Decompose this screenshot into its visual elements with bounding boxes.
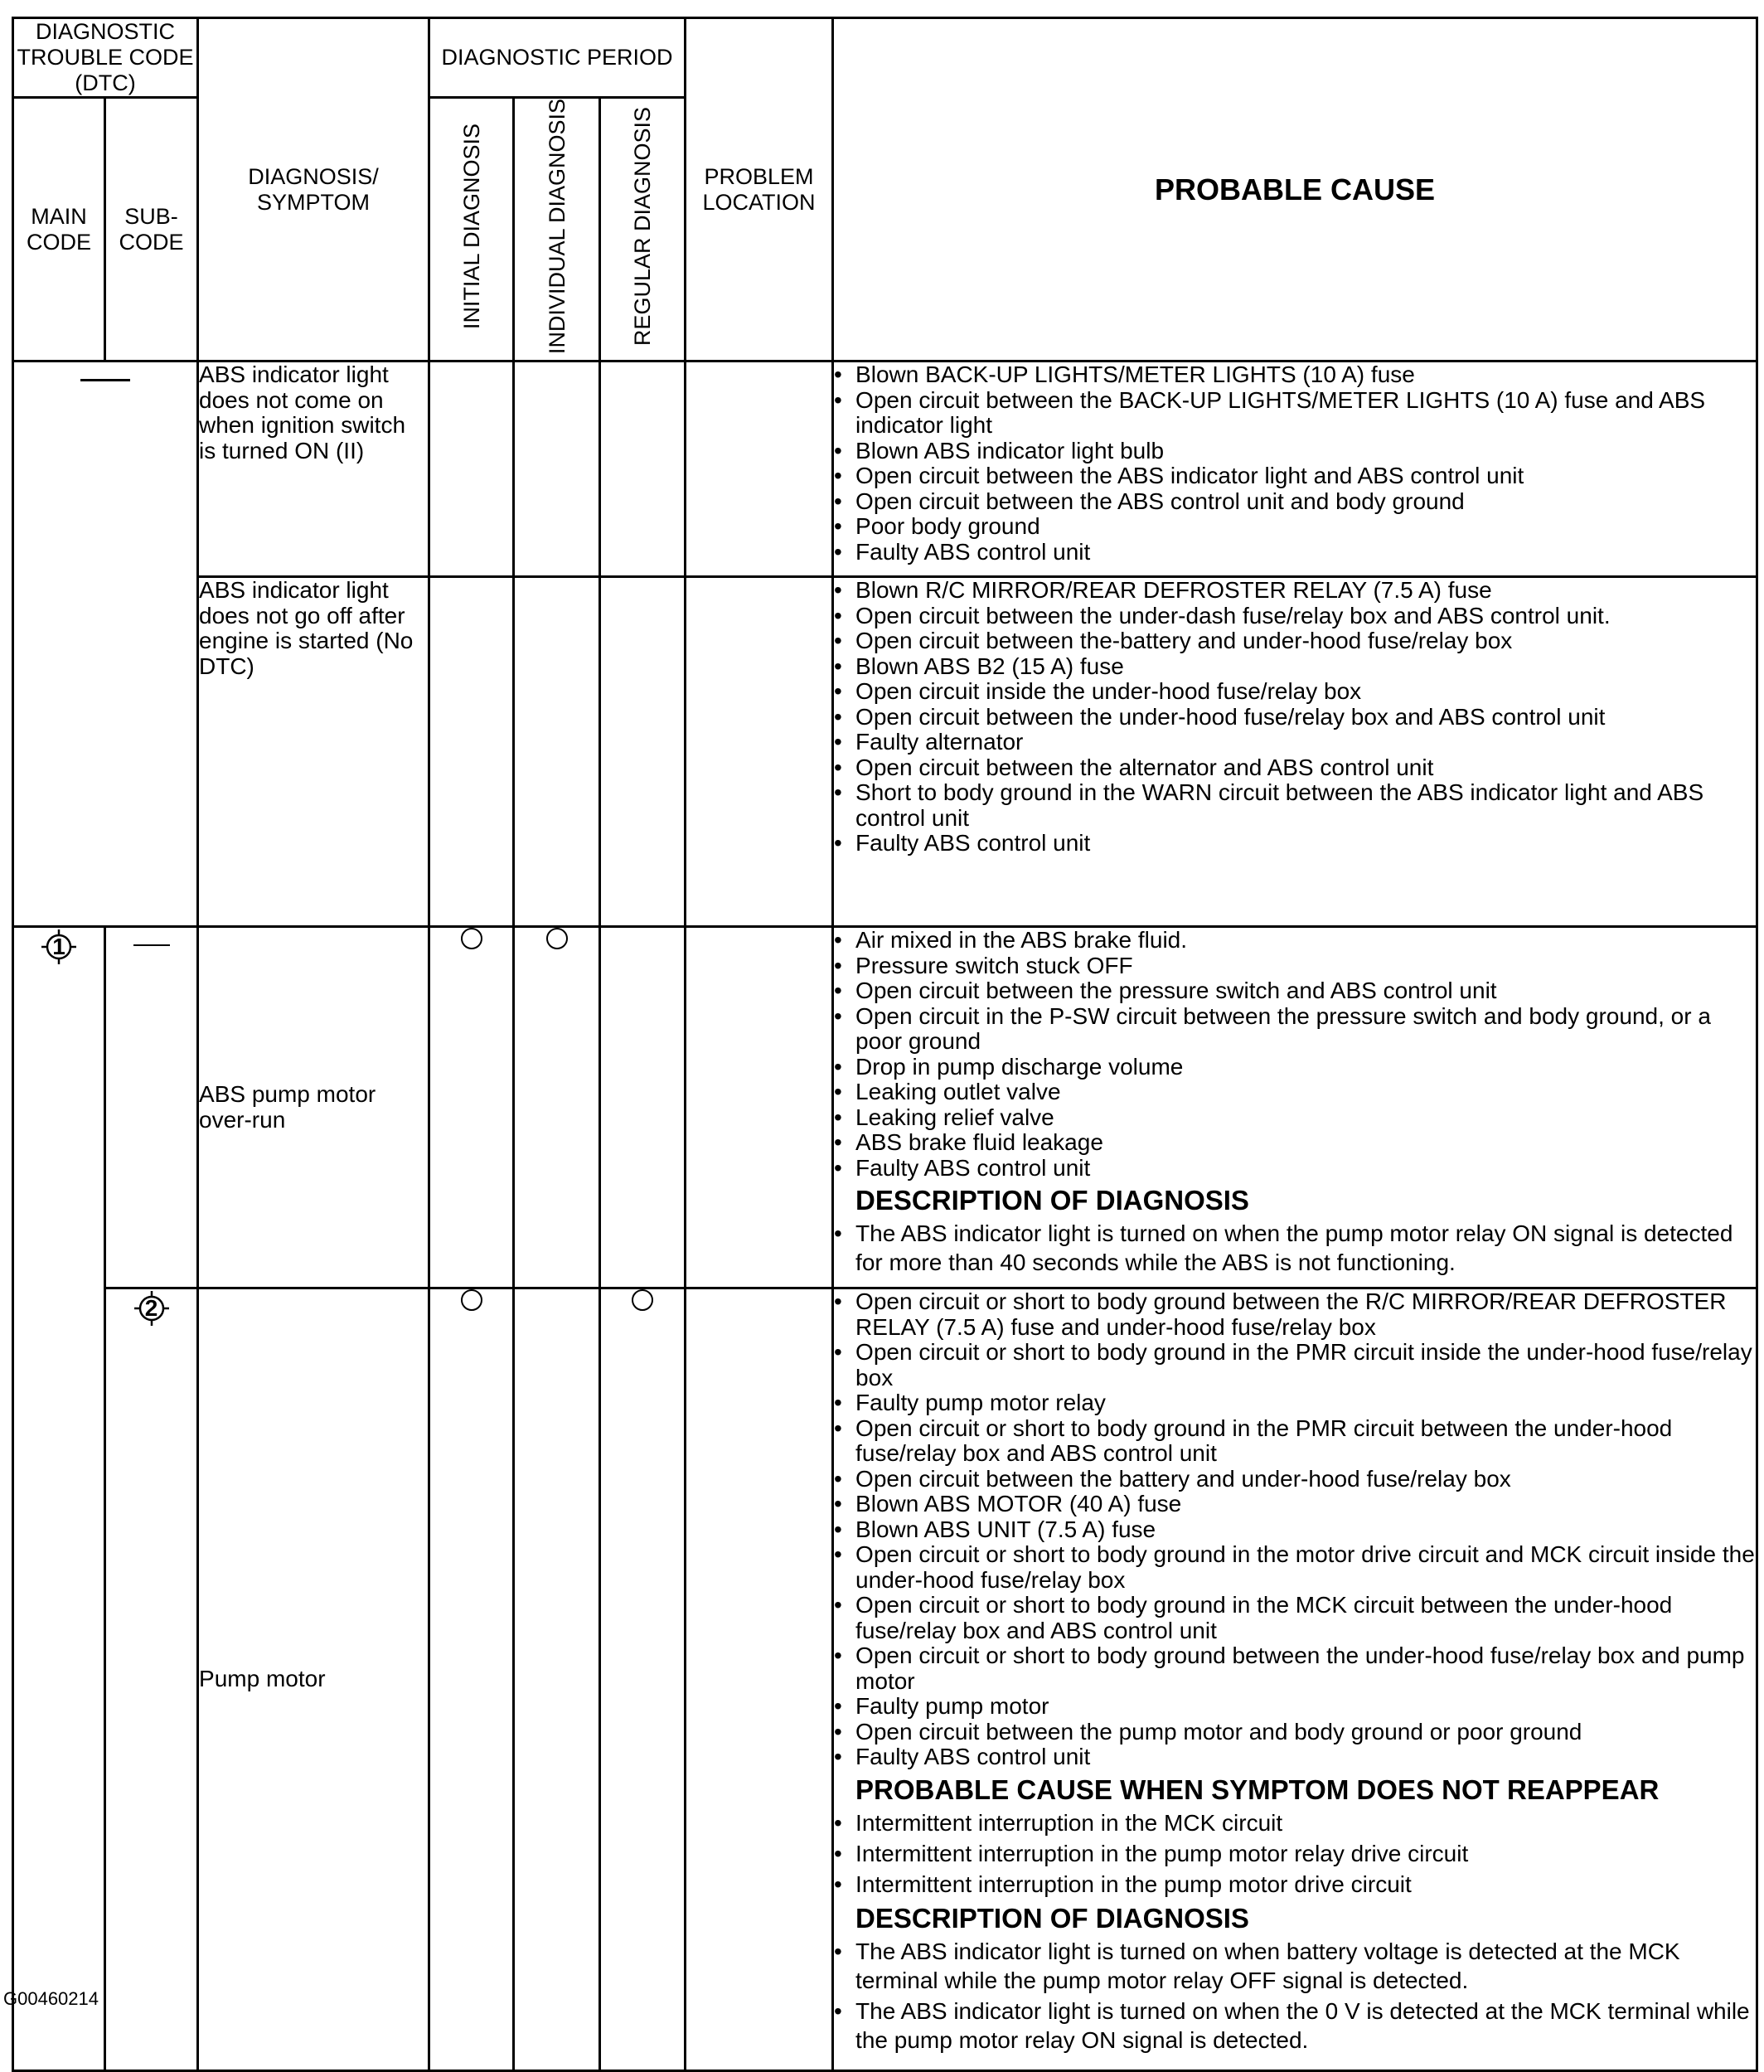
description-heading: DESCRIPTION OF DIAGNOSIS — [855, 1185, 1249, 1216]
initial-mark — [429, 1288, 514, 2071]
table-row — [13, 927, 1757, 1288]
problem-location-header: PROBLEM LOCATION — [686, 18, 833, 362]
main-code-header: MAIN CODE — [13, 98, 105, 362]
no-code-cell — [13, 362, 198, 927]
probable-cause-cell: • Air mixed in the ABS brake fluid. • Pressure switch stuck OFF • Open circuit between the pressure switch and ABS control unit • Open circuit in the P-SW circuit between the pressure switch and body ground, or a poor ground • Drop in pump discharge volume • Leaking outlet valve • Leaking relief valve • ABS brake fluid leakage • Faulty ABS control unit DESCRIPTION OF DIAGNOSIS • The ABS indicator light is turned on when the pump motor relay ON signal is detected for more than 40 seconds while the ABS is not functioning. — [833, 927, 1757, 1288]
sub-code-2-icon: 2 — [133, 1289, 171, 1327]
dash-mark — [80, 379, 130, 381]
initial-mark — [429, 927, 514, 1288]
sub-code-cell — [105, 1288, 198, 2071]
dtc-table — [12, 17, 1758, 2072]
not-reappear-heading: PROBABLE CAUSE WHEN SYMPTOM DOES NOT REAPPEAR — [855, 1774, 1660, 1805]
sub-code-cell — [105, 927, 198, 1288]
table-row — [13, 577, 1757, 927]
probable-cause-cell: • Blown BACK-UP LIGHTS/METER LIGHTS (10 A) fuse • Open circuit between the BACK-UP LIGHTS/METER LIGHTS (10 A) fuse and ABS indicator light • Blown ABS indicator light bulb • Open circuit between the ABS indicator light and ABS control unit • Open circuit between the ABS control unit and body ground • Poor body ground • Faulty ABS control unit — [833, 362, 1757, 577]
symptom-cell: Pump motor — [198, 1288, 429, 2071]
individual-diagnosis-header: INDIVIDUAL DIAGNOSIS — [514, 98, 600, 362]
regular-diagnosis-header: REGULAR DIAGNOSIS — [600, 98, 686, 362]
dash-mark — [133, 944, 170, 946]
individual-mark — [514, 927, 600, 1288]
regular-mark — [600, 1288, 686, 2071]
symptom-cell: ABS pump motor over-run — [198, 927, 429, 1288]
figure-id: G00460214 — [3, 1988, 99, 2009]
symptom-cell: ABS indicator light does not go off after engine is started (No DTC) — [198, 577, 429, 927]
diagnosis-symptom-header: DIAGNOSIS/ SYMPTOM — [198, 18, 429, 362]
main-code-cell — [13, 927, 105, 2071]
circle-mark — [461, 1289, 482, 1311]
probable-cause-cell: • Open circuit or short to body ground between the R/C MIRROR/REAR DEFROSTER RELAY (7.5 A) fuse and under-hood fuse/relay box • Open circuit or short to body ground in the PMR circuit inside the under-hood fuse/relay box • Faulty pump motor relay • Open circuit or short to body ground in the PMR circuit between the under-hood fuse/relay box and ABS control unit • Open circuit between the battery and under-hood fuse/relay box • Blown ABS MOTOR (40 A) fuse • Blown ABS UNIT (7.5 A) fuse • Open circuit or short to body ground in the motor drive circuit and MCK circuit inside the under-hood fuse/relay box • Open circuit or short to body ground in the MCK circuit between the under-hood fuse/relay box and ABS control unit • Open circuit or short to body ground between the under-hood fuse/relay box and pump motor • Faulty pump motor • Open circuit between the pump motor and body ground or poor ground • Faulty ABS control unit PROBABLE CAUSE WHEN SYMPTOM DOES NOT REAPPEAR • Intermittent interruption in the MCK circuit • Intermittent interruption in the pump motor relay drive circuit • Intermittent interruption in the pump motor drive circuit DESCRIPTION OF DIAGNOSIS • The ABS indicator light is turned on when battery voltage is detected at the MCK terminal while the pump motor relay OFF signal is detected. • The ABS indicator light is turned on when the 0 V is detected at the MCK terminal while the pump motor relay ON signal is detected. — [833, 1288, 1757, 2071]
probable-cause-cell: • Blown R/C MIRROR/REAR DEFROSTER RELAY (7.5 A) fuse • Open circuit between the under-dash fuse/relay box and ABS control unit. • Open circuit between the-battery and under-hood fuse/relay box • Blown ABS B2 (15 A) fuse • Open circuit inside the under-hood fuse/relay box • Open circuit between the under-hood fuse/relay box and ABS control unit • Faulty alternator • Open circuit between the alternator and ABS control unit • Short to body ground in the WARN circuit between the ABS indicator light and ABS control unit • Faulty ABS control unit — [833, 577, 1757, 927]
dtc-group-header: DIAGNOSTIC TROUBLE CODE (DTC) — [13, 18, 198, 98]
table-row — [13, 362, 1757, 577]
initial-diagnosis-header: INITIAL DIAGNOSIS — [429, 98, 514, 362]
circle-mark — [632, 1289, 653, 1311]
probable-cause-header: PROBABLE CAUSE — [833, 18, 1757, 362]
circle-mark — [546, 928, 568, 949]
symptom-cell: ABS indicator light does not come on when ignition switch is turned ON (II) — [198, 362, 429, 577]
sub-code-header: SUB-CODE — [105, 98, 198, 362]
table-row — [13, 1288, 1757, 2071]
main-code-1-icon: 1 — [40, 928, 78, 966]
diagnostic-period-header: DIAGNOSTIC PERIOD — [429, 18, 686, 98]
description-heading: DESCRIPTION OF DIAGNOSIS — [855, 1902, 1249, 1934]
circle-mark — [461, 928, 482, 949]
